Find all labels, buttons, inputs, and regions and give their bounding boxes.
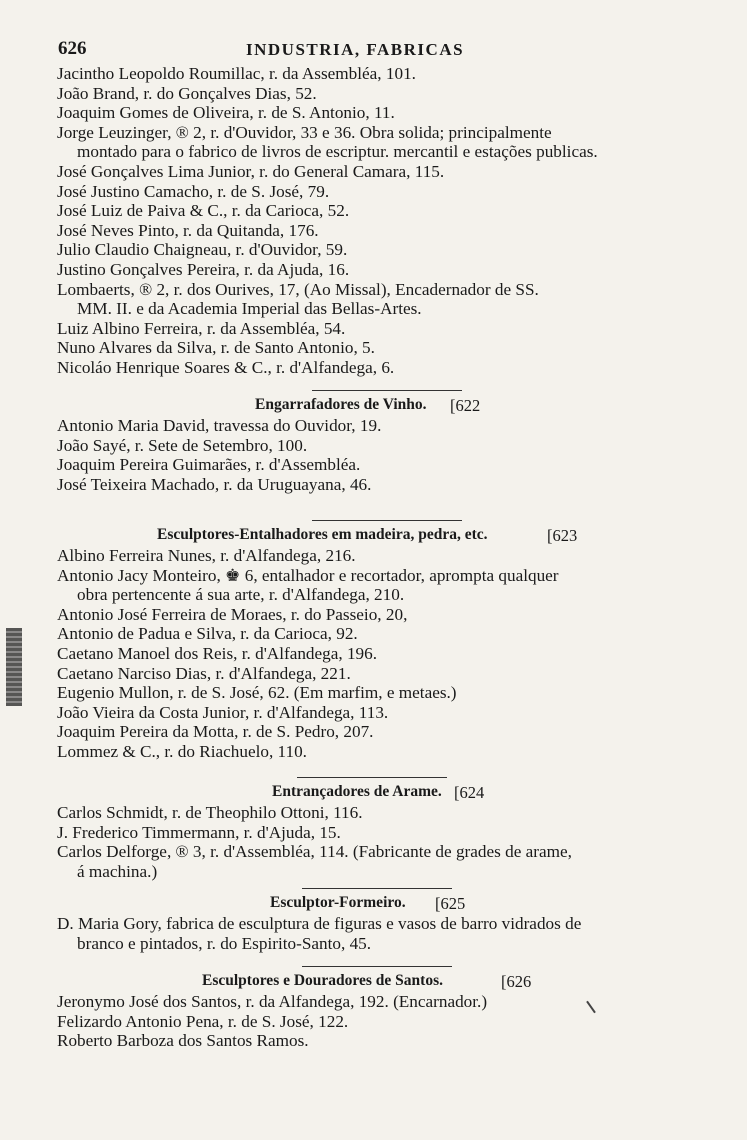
list-item: Eugenio Mullon, r. de S. José, 62. (Em marfim, e metaes.) [57, 683, 457, 703]
list-item: Lombaerts, ® 2, r. dos Ourives, 17, (Ao Missal), Encadernador de SS. [57, 279, 539, 299]
list-item: Jeronymo José dos Santos, r. da Alfandega, 192. (Encarnador.) [57, 992, 488, 1011]
section-number: [622 [450, 396, 481, 415]
entries-continued [57, 64, 687, 378]
section-rule [312, 390, 462, 391]
list-item: João Brand, r. do Gonçalves Dias, 52. [57, 83, 317, 103]
list-item: Roberto Barboza dos Santos Ramos. [57, 1031, 309, 1051]
list-item: Caetano Manoel dos Reis, r. d'Alfandega, 196. [57, 643, 378, 663]
list-item: Nicoláo Henrique Soares & C., r. d'Alfandega, 6. [57, 357, 395, 377]
list-item: Luiz Albino Ferreira, r. da Assembléa, 54. [57, 318, 346, 338]
page-number: 626 [58, 38, 87, 59]
list-item-continuation: branco e pintados, r. do Espirito-Santo, 45. [77, 933, 372, 953]
section-rule [297, 777, 447, 778]
section-number: [626 [501, 972, 532, 991]
list-item-continuation: á machina.) [77, 861, 158, 881]
list-item: Albino Ferreira Nunes, r. d'Alfandega, 216. [57, 546, 356, 565]
list-item: Joaquim Pereira da Motta, r. de S. Pedro, 207. [57, 722, 374, 742]
list-item: Joaquim Pereira Guimarães, r. d'Assembléa. [57, 455, 361, 475]
section-rule [312, 520, 462, 521]
list-item: Lommez & C., r. do Riachuelo, 110. [57, 741, 307, 761]
running-title: INDUSTRIA, FABRICAS [246, 40, 465, 59]
list-item: Joaquim Gomes de Oliveira, r. de S. Antonio, 11. [57, 103, 395, 123]
section-heading [57, 888, 687, 914]
section-rule [302, 966, 452, 967]
list-item: Caetano Narciso Dias, r. d'Alfandega, 221. [57, 663, 351, 683]
list-item: Jacintho Leopoldo Roumillac, r. da Assembléa, 101. [57, 64, 416, 83]
list-item: José Gonçalves Lima Junior, r. do General Camara, 115. [57, 161, 445, 181]
list-item: Carlos Delforge, ® 3, r. d'Assembléa, 114. (Fabricante de grades de arame, [57, 842, 572, 862]
list-item: D. Maria Gory, fabrica de esculptura de figuras e vasos de barro vidrados de [57, 914, 582, 933]
section-number: [623 [547, 526, 578, 545]
list-item: Antonio Jacy Monteiro, ♚ 6, entalhador e recortador, aprompta qualquer [57, 565, 559, 585]
section-entrancadores [57, 777, 687, 881]
section-heading [57, 520, 687, 546]
list-item: Carlos Schmidt, r. de Theophilo Ottoni, 116. [57, 803, 363, 822]
section-heading [57, 966, 687, 992]
list-item-continuation: montado para o fabrico de livros de escriptur. mercantil e estações publicas. [77, 142, 598, 162]
section-title: Engarrafadores de Vinho. [255, 396, 427, 413]
list-item: José Luiz de Paiva & C., r. da Carioca, 52. [57, 201, 350, 221]
list-item: José Neves Pinto, r. da Quitanda, 176. [57, 220, 319, 240]
list-item: Antonio Maria David, travessa do Ouvidor, 19. [57, 416, 382, 435]
list-item: Nuno Alvares da Silva, r. de Santo Antonio, 5. [57, 338, 375, 358]
list-item: Jorge Leuzinger, ® 2, r. d'Ouvidor, 33 e 36. Obra solida; principalmente [57, 122, 552, 142]
list-item: João Sayé, r. Sete de Setembro, 100. [57, 435, 308, 455]
section-title: Esculptores e Douradores de Santos. [202, 972, 443, 989]
section-rule [302, 888, 452, 889]
section-number: [624 [454, 783, 485, 802]
section-number: [625 [435, 894, 466, 913]
list-item: João Vieira da Costa Junior, r. d'Alfandega, 113. [57, 702, 389, 722]
list-item-continuation: obra pertencente á sua arte, r. d'Alfandega, 210. [77, 585, 405, 605]
list-item: José Justino Camacho, r. de S. José, 79. [57, 181, 330, 201]
list-item: Antonio de Padua e Silva, r. da Carioca, 92. [57, 624, 358, 644]
section-esculptores-entalhadores [57, 520, 687, 762]
list-item: José Teixeira Machado, r. da Uruguayana, 46. [57, 474, 372, 494]
section-title: Esculptor-Formeiro. [270, 894, 406, 911]
list-item: Antonio José Ferreira de Moraes, r. do Passeio, 20, [57, 604, 408, 624]
margin-smudge [6, 628, 22, 706]
section-title: Esculptores-Entalhadores em madeira, pedra, etc. [157, 526, 488, 543]
section-title: Entrançadores de Arame. [272, 783, 442, 800]
page-header [58, 38, 678, 60]
list-item-continuation: MM. II. e da Academia Imperial das Bellas-Artes. [77, 299, 422, 319]
section-esculptor-formeiro [57, 888, 687, 953]
section-heading [57, 777, 687, 803]
list-item: Justino Gonçalves Pereira, r. da Ajuda, 16. [57, 259, 350, 279]
section-engarrafadores [57, 390, 687, 494]
list-item: J. Frederico Timmermann, r. d'Ajuda, 15. [57, 822, 341, 842]
section-heading [57, 390, 687, 416]
list-item: Felizardo Antonio Pena, r. de S. José, 122. [57, 1011, 349, 1031]
list-item: Julio Claudio Chaigneau, r. d'Ouvidor, 59. [57, 240, 348, 260]
